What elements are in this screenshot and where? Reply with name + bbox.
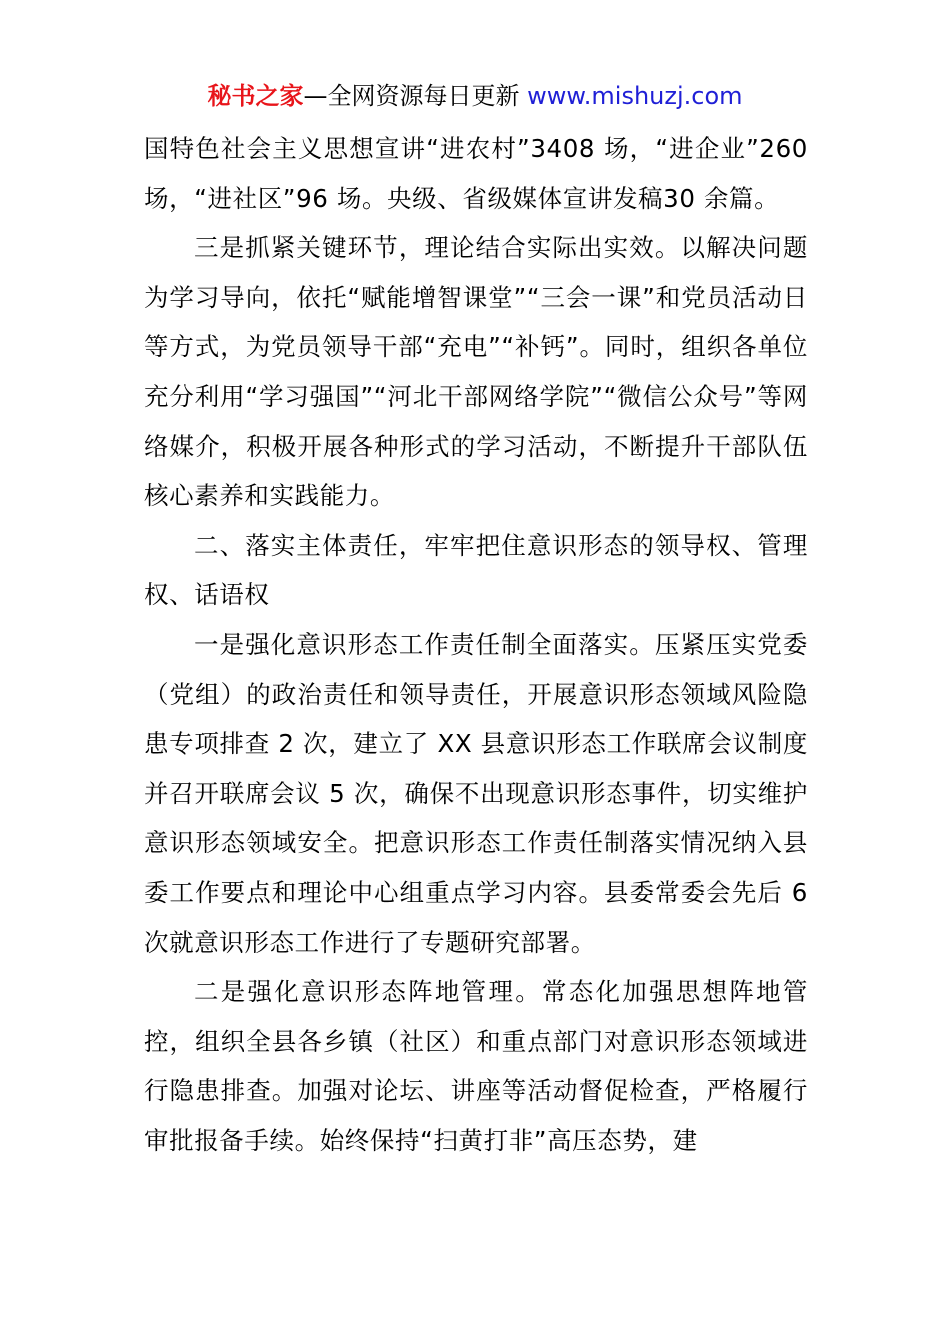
paragraph-responsibility-system: 一是强化意识形态工作责任制全面落实。压紧压实党委（党组）的政治责任和领导责任，开展意识形态领域风险隐患专项排查 2 次，建立了 XX 县意识形态工作联席会议制度并召开联席会议 5 次，确保不出现意识形态事件，切实维护意识形态领域安全。把意识形态工作责任制落实情况纳入县委工作要点和理论中心组重点学习内容。县委常委会先后 6 次就意识形态工作进行了专题研究部署。 bbox=[144, 629, 808, 957]
site-brand: 秘书之家 bbox=[207, 82, 304, 110]
document-body bbox=[144, 124, 808, 1165]
paragraph-position-management: 二是强化意识形态阵地管理。常态化加强思想阵地管控，组织全县各乡镇（社区）和重点部门对意识形态领域进行隐患排查。加强对论坛、讲座等活动督促检查，严格履行审批报备手续。始终保持“扫黄打非”高压态势，建 bbox=[144, 977, 808, 1155]
site-tagline: —全网资源每日更新 bbox=[303, 82, 520, 110]
section-heading-responsibility: 二、落实主体责任，牢牢把住意识形态的领导权、管理权、话语权 bbox=[144, 530, 808, 610]
paragraph-key-links: 三是抓紧关键环节，理论结合实际出实效。以解决问题为学习导向，依托“赋能增智课堂”“三会一课”和党员活动日等方式，为党员领导干部“充电”“补钙”。同时，组织各单位充分利用“学习强国”“河北干部网络学院”“微信公众号”等网络媒介，积极开展各种形式的学习活动，不断提升干部队伍核心素养和实践能力。 bbox=[144, 233, 808, 511]
site-url-link[interactable]: www.mishuzj.com bbox=[527, 82, 743, 110]
paragraph-continuation: 国特色社会主义思想宣讲“进农村”3408 场，“进企业”260 场，“进社区”96 场。央级、省级媒体宣讲发稿30 余篇。 bbox=[144, 134, 808, 213]
page-header bbox=[0, 80, 950, 112]
